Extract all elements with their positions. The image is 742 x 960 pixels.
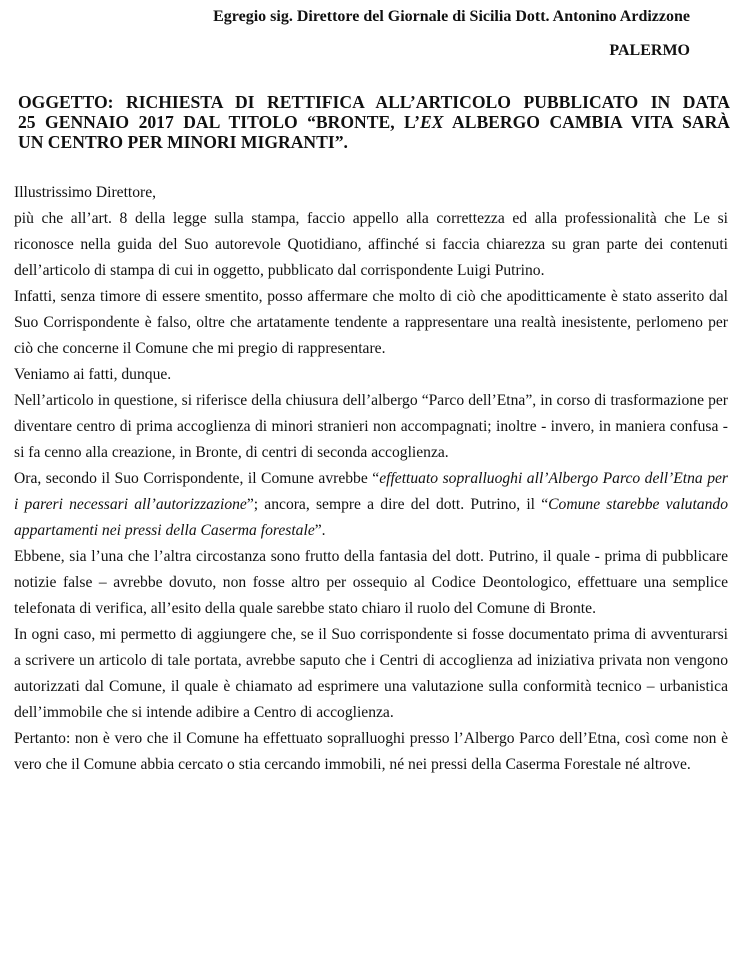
subject-line-1: OGGETTO: RICHIESTA DI RETTIFICA ALL’ARTICOLO PUBBLICATO IN DATA [18, 92, 730, 112]
subject-heading [18, 92, 730, 152]
letter-body [14, 180, 728, 778]
paragraph-1: più che all’art. 8 della legge sulla stampa, faccio appello alla correttezza ed alla professionalità che Le si riconosce nella guida del Suo autorevole Quotidiano, affinché si faccia chiarezza su gran parte dei contenuti dell’articolo di stampa di cui in oggetto, pubblicato dal corrispondente Luigi Putrino. [14, 210, 728, 279]
salutation: Illustrissimo Direttore, [14, 184, 157, 201]
paragraph-5-quote-1: effettuato sopralluoghi all’Albergo Parco dell’Etna per i pareri necessari all’autorizzazione [14, 470, 728, 513]
subject-line-3: UN CENTRO PER MINORI MIGRANTI”. [18, 132, 348, 152]
subject-line-2-end: ALBERGO CAMBIA VITA SARÀ [443, 112, 730, 132]
recipient-block [213, 7, 690, 61]
subject-line-2 [18, 112, 730, 132]
paragraph-5-c: ”. [314, 522, 326, 539]
paragraph-5-quote-2: Comune starebbe valutando appartamenti nei pressi della Caserma forestale [14, 496, 728, 539]
paragraph-6: Ebbene, sia l’una che l’altra circostanza sono frutto della fantasia del dott. Putrino, il quale - prima di pubblicare notizie false – avrebbe dovuto, non fosse altro per ossequio al Codice Deontologico, effettuare una semplice telefonata di verifica, all’esito della quale sarebbe stato chiaro il ruolo del Comune di Bronte. [14, 548, 728, 617]
paragraph-5-b: ”; ancora, sempre a dire del dott. Putrino, il “ [246, 496, 549, 513]
paragraph-2: Infatti, senza timore di essere smentito, posso affermare che molto di ciò che apoditticamente è stato asserito dal Suo Corrispondente è falso, oltre che artatamente tendente a rappresentare una realtà inesistente, perlomeno per ciò che concerne il Comune che mi pregio di rappresentare. [14, 288, 728, 357]
recipient-name: Egregio sig. Direttore del Giornale di Sicilia Dott. Antonino Ardizzone [213, 8, 690, 25]
paragraph-5-a: Ora, secondo il Suo Corrispondente, il Comune avrebbe “ [14, 470, 380, 487]
recipient-city: PALERMO [609, 42, 690, 59]
paragraph-4: Nell’articolo in questione, si riferisce della chiusura dell’albergo “Parco dell’Etna”, in corso di trasformazione per diventare centro di prima accoglienza di minori stranieri non accompagnati; inoltre - invero, in maniera confusa - si fa cenno alla creazione, in Bronte, di centri di seconda accoglienza. [14, 392, 728, 461]
paragraph-7: In ogni caso, mi permetto di aggiungere che, se il Suo corrispondente si fosse documentato prima di avventurarsi a scrivere un articolo di tale portata, avrebbe saputo che i Centri di accoglienza ad iniziativa privata non vengono autorizzati dal Comune, il quale è chiamato ad esprimere una valutazione sulla conformità tecnico – urbanistica dell’immobile che si intende adibire a Centro di accoglienza. [14, 626, 728, 721]
subject-line-2-italic: EX [420, 112, 444, 132]
subject-line-2-start: 25 GENNAIO 2017 DAL TITOLO “BRONTE, L’ [18, 112, 421, 132]
paragraph-8: Pertanto: non è vero che il Comune ha effettuato sopralluoghi presso l’Albergo Parco dell’Etna, così come non è vero che il Comune abbia cercato o stia cercando immobili, né nei pressi della Caserma Forestale né altrove. [14, 730, 728, 773]
paragraph-3: Veniamo ai fatti, dunque. [14, 366, 172, 383]
paragraph-5 [14, 466, 728, 544]
